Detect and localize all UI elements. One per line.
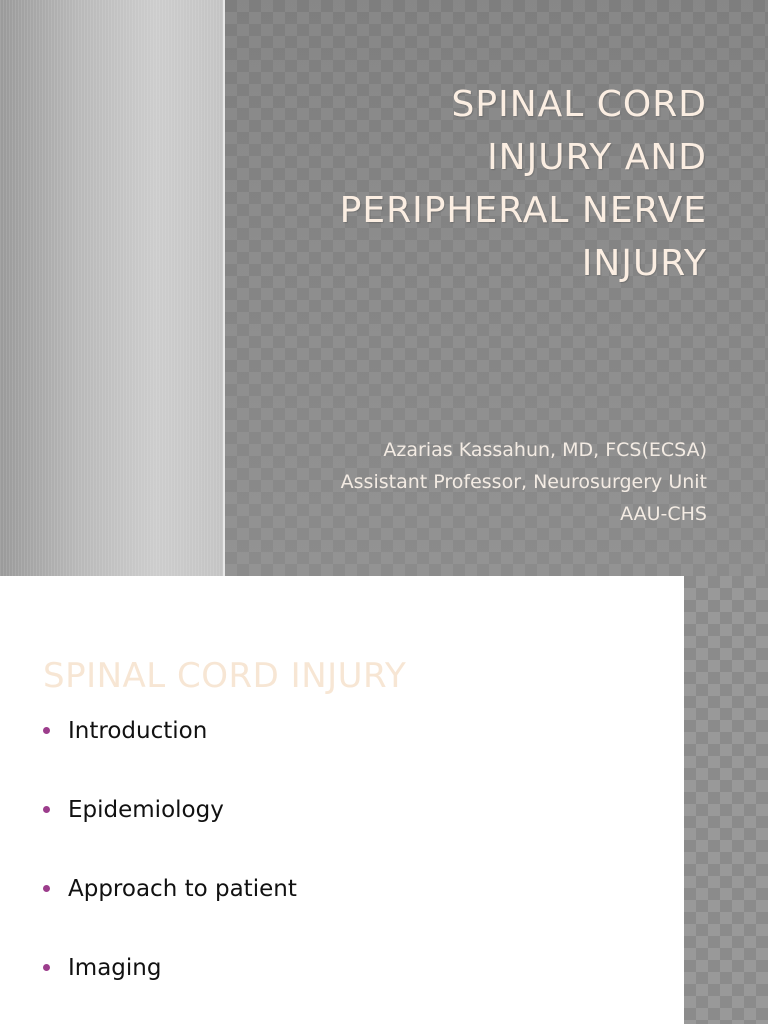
list-item: [43, 793, 297, 872]
slide-subtitle: [247, 434, 707, 530]
section-title: SPINAL CORD INJURY: [43, 656, 407, 696]
author-institution: AAU-CHS: [620, 503, 707, 525]
bullet-icon: [43, 727, 50, 734]
bullet-icon: [43, 885, 50, 892]
slide-title-line: SPINAL CORD: [451, 84, 707, 125]
bullet-icon: [43, 806, 50, 813]
list-item-text: Epidemiology: [68, 797, 224, 823]
list-item: [43, 872, 297, 951]
list-item-text: Imaging: [68, 955, 162, 981]
bullet-icon: [43, 964, 50, 971]
slide-title: [247, 78, 707, 290]
left-gradient-panel: [0, 0, 223, 576]
list-item-text: Approach to patient: [68, 876, 297, 902]
slide-title-line: INJURY AND: [487, 137, 707, 178]
list-item: [43, 951, 297, 1024]
author-name: Azarias Kassahun, MD, FCS(ECSA): [383, 439, 707, 461]
slide-title-line: PERIPHERAL NERVE: [339, 190, 707, 231]
slide-title-line: INJURY: [581, 243, 707, 284]
list-item: [43, 714, 297, 793]
author-position: Assistant Professor, Neurosurgery Unit: [340, 471, 707, 493]
patterned-side-strip: [684, 576, 768, 1024]
list-item-text: Introduction: [68, 718, 208, 744]
content-slide: [0, 576, 768, 1024]
bullet-list: [43, 714, 297, 1024]
